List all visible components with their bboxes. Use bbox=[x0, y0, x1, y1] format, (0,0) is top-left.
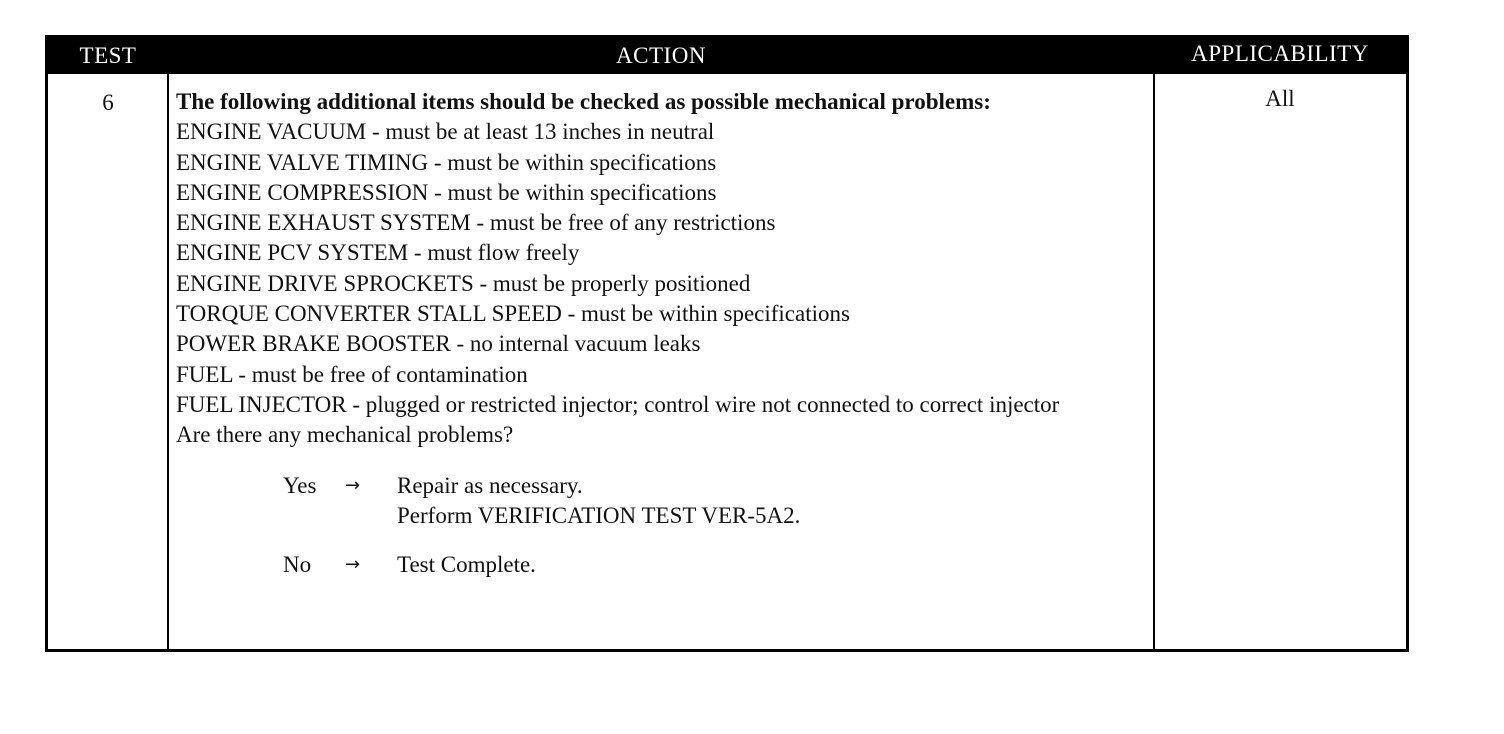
answer-text bbox=[397, 471, 800, 532]
answer-label: No bbox=[283, 552, 312, 578]
answer-line: Perform VERIFICATION TEST VER-5A2. bbox=[397, 502, 801, 528]
check-item: TORQUE CONVERTER STALL SPEED - must be within specifications bbox=[176, 301, 850, 327]
diagnostic-test-table bbox=[45, 35, 1409, 652]
action-cell bbox=[176, 87, 1148, 599]
action-intro: The following additional items should be checked as possible mechanical problems: bbox=[176, 89, 991, 114]
check-item: ENGINE VACUUM - must be at least 13 inches in neutral bbox=[176, 119, 715, 145]
check-item: ENGINE VALVE TIMING - must be within specifications bbox=[176, 149, 717, 175]
header-applicability: APPLICABILITY bbox=[1191, 41, 1369, 66]
check-item: ENGINE COMPRESSION - must be within specifications bbox=[176, 179, 717, 205]
answer-no bbox=[283, 550, 1148, 580]
answer-line: Test Complete. bbox=[397, 552, 536, 578]
answer-line: Repair as necessary. bbox=[397, 472, 583, 498]
table-header-row bbox=[48, 38, 1406, 74]
test-number: 6 bbox=[102, 90, 114, 115]
applicability-value: All bbox=[1265, 86, 1295, 111]
column-divider-action-applicability bbox=[1153, 74, 1155, 649]
check-item: ENGINE PCV SYSTEM - must flow freely bbox=[176, 240, 580, 266]
header-test: TEST bbox=[79, 43, 137, 68]
check-item: ENGINE DRIVE SPROCKETS - must be properly positioned bbox=[176, 270, 751, 296]
answer-label: Yes bbox=[283, 472, 317, 498]
column-divider-test-action bbox=[167, 74, 169, 649]
check-item: FUEL - must be free of contamination bbox=[176, 361, 528, 387]
arrow-right-icon: → bbox=[345, 474, 361, 496]
check-item: POWER BRAKE BOOSTER - no internal vacuum leaks bbox=[176, 331, 701, 357]
check-item: ENGINE EXHAUST SYSTEM - must be free of any restrictions bbox=[176, 210, 776, 236]
action-question: Are there any mechanical problems? bbox=[176, 422, 514, 448]
answer-text bbox=[397, 550, 536, 580]
answer-yes bbox=[283, 471, 1148, 532]
header-action: ACTION bbox=[616, 43, 706, 68]
answer-list bbox=[283, 471, 1148, 581]
arrow-right-icon: → bbox=[345, 554, 361, 576]
check-item: FUEL INJECTOR - plugged or restricted injector; control wire not connected to correct injector bbox=[176, 391, 1060, 417]
